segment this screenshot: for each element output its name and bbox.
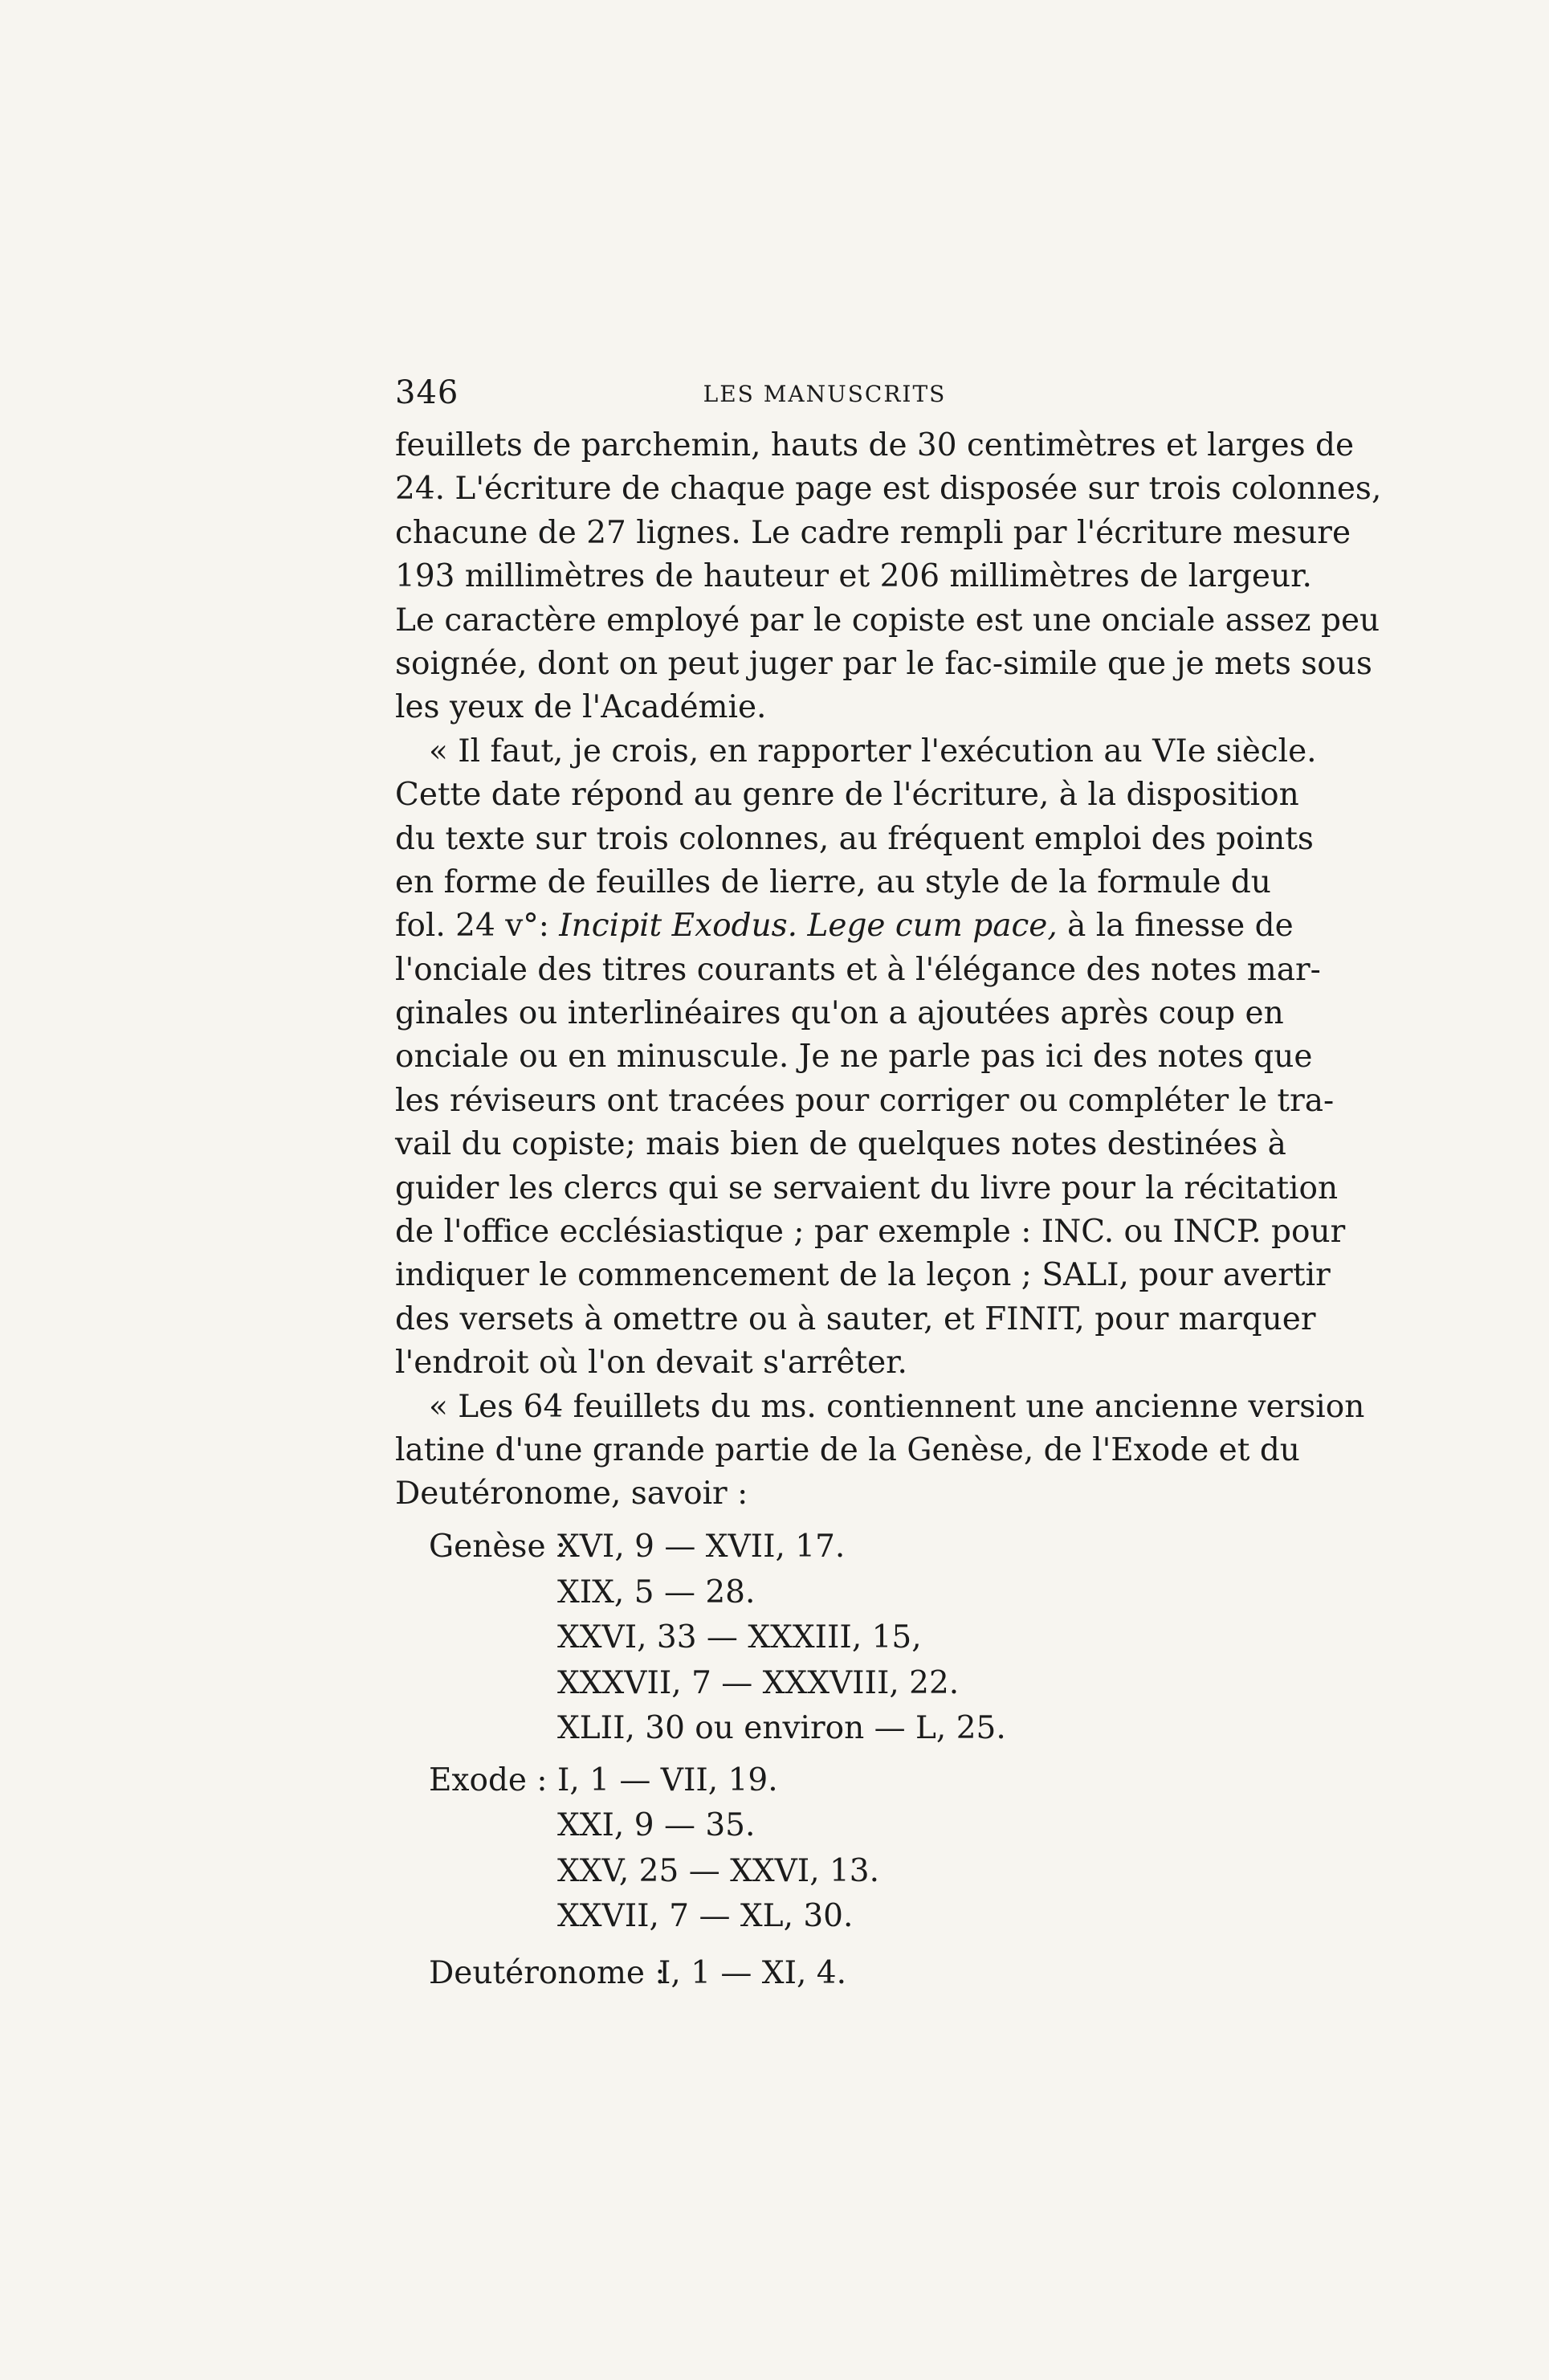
verse-ref: XVI, 9 — XVII, 17. (557, 1529, 846, 1565)
italic-incipit: Incipit Exodus. Lege cum pace, (559, 908, 1058, 945)
text-line: « Les 64 feuillets du ms. contiennent une ancienne version (429, 1388, 1365, 1425)
verse-row (429, 1803, 1232, 1849)
text-line: vail du copiste; mais bien de quelques notes destinées à (395, 1126, 1286, 1163)
verse-row (429, 1894, 1232, 1940)
book-label-genese: Genèse : (429, 1529, 567, 1565)
text-line: indiquer le commencement de la leçon ; SALI, pour avertir (395, 1257, 1331, 1294)
text-line: 193 millimètres de hauteur et 206 millimètres de largeur. (395, 558, 1312, 595)
verse-row (429, 1758, 1232, 1804)
verse-ref: XXVI, 33 — XXXIII, 15, (557, 1619, 922, 1655)
verse-row (429, 1525, 1232, 1570)
text-line: soignée, dont on peut juger par le fac-simile que je mets sous (395, 645, 1372, 682)
text-line: de l'office ecclésiastique ; par exemple : INC. ou INCP. pour (395, 1214, 1346, 1251)
text-line: feuillets de parchemin, hauts de 30 centimètres et larges de (395, 427, 1355, 463)
text-line: « Il faut, je crois, en rapporter l'exécution au VIe siècle. (429, 733, 1317, 770)
text-segment: fol. 24 v°: (395, 908, 560, 945)
text-line: Deutéronome, savoir : (395, 1476, 748, 1513)
text-line: l'onciale des titres courants et à l'élégance des notes mar- (395, 951, 1321, 988)
verse-ref: XXXVII, 7 — XXXVIII, 22. (557, 1664, 960, 1701)
text-line: chacune de 27 lignes. Le cadre rempli par l'écriture mesure (395, 514, 1351, 551)
verse-ref: I, 1 — XI, 4. (658, 1954, 846, 1991)
text-line: du texte sur trois colonnes, au fréquent emploi des points (395, 820, 1314, 857)
running-head (395, 374, 1254, 414)
text-line: en forme de feuilles de lierre, au style de la formule du (395, 863, 1271, 900)
text-line: 24. L'écriture de chaque page est disposée sur trois colonnes, (395, 471, 1382, 508)
verse-row (429, 1661, 1232, 1707)
verse-ref: XXVII, 7 — XL, 30. (557, 1898, 854, 1934)
text-line: l'endroit où l'on devait s'arrêter. (395, 1345, 907, 1382)
main-text (395, 424, 1382, 1517)
text-line: onciale ou en minuscule. Je ne parle pas ici des notes que (395, 1039, 1313, 1076)
text-line: guider les clercs qui se servaient du livre pour la récitation (395, 1170, 1339, 1206)
text-segment: à la finesse de (1057, 908, 1294, 945)
verse-list (429, 1525, 1232, 1996)
verse-ref: XLII, 30 ou environ — L, 25. (557, 1710, 1006, 1746)
text-line: ginales ou interlinéaires qu'on a ajoutées après coup en (395, 995, 1284, 1032)
verse-row (429, 1706, 1232, 1752)
verse-row (429, 1615, 1232, 1661)
book-label-deuteronome: Deutéronome : (429, 1954, 666, 1991)
verse-ref: XXI, 9 — 35. (557, 1807, 756, 1843)
verse-row (429, 1951, 1232, 1997)
verse-ref: XXV, 25 — XXVI, 13. (557, 1852, 880, 1889)
verse-row (429, 1849, 1232, 1895)
text-line: Le caractère employé par le copiste est une onciale assez peu (395, 602, 1380, 639)
verse-row (429, 1570, 1232, 1616)
verse-ref: XIX, 5 — 28. (557, 1574, 756, 1610)
book-label-exode: Exode : (429, 1762, 548, 1798)
text-line: les yeux de l'Académie. (395, 689, 767, 726)
text-line: des versets à omettre ou à sauter, et FINIT, pour marquer (395, 1300, 1316, 1337)
text-line: Cette date répond au genre de l'écriture, à la disposition (395, 777, 1299, 814)
verse-ref: I, 1 — VII, 19. (557, 1762, 778, 1798)
text-line-with-italic (395, 904, 1294, 948)
page-number: 346 (395, 374, 459, 411)
running-title: LES MANUSCRITS (703, 381, 947, 407)
text-line: latine d'une grande partie de la Genèse, de l'Exode et du (395, 1431, 1300, 1468)
text-line: les réviseurs ont tracées pour corriger ou compléter le tra- (395, 1082, 1335, 1119)
